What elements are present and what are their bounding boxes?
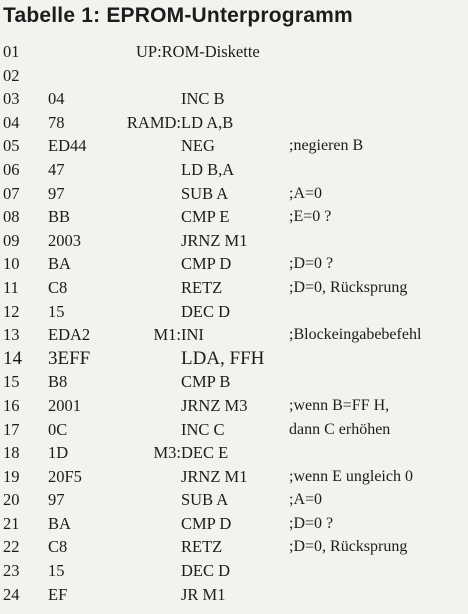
hex-code: 97 — [48, 183, 65, 203]
table-row — [0, 182, 468, 206]
table-row — [0, 370, 468, 394]
instruction: CMP D — [181, 513, 232, 533]
instruction: SUB A — [181, 183, 229, 203]
comment: ;wenn B=FF H, — [289, 396, 390, 414]
instruction: CMP B — [181, 372, 231, 392]
instruction: JRNZ M1 — [181, 230, 248, 250]
code-listing — [0, 40, 468, 606]
hex-code: BA — [48, 254, 71, 274]
instruction: NEG — [181, 136, 215, 156]
table-row — [0, 205, 468, 229]
line-number: 07 — [3, 183, 20, 203]
hex-code: 3EFF — [48, 347, 91, 369]
hex-code: EDA2 — [48, 325, 91, 345]
line-number: 10 — [3, 254, 20, 274]
line-number: 08 — [3, 207, 20, 227]
line-number: 03 — [3, 89, 20, 109]
line-number: 06 — [3, 159, 20, 179]
label: M3: — [153, 443, 181, 463]
table-row — [0, 111, 468, 135]
line-number: 16 — [3, 395, 20, 415]
hex-code: C8 — [48, 277, 68, 297]
line-number: 24 — [3, 584, 20, 604]
table-row — [0, 158, 468, 182]
instruction: LD B,A — [181, 159, 235, 179]
comment: ;E=0 ? — [289, 208, 332, 226]
instruction: RETZ — [181, 537, 223, 557]
table-row — [0, 535, 468, 559]
hex-code: 04 — [48, 89, 65, 109]
table-row — [0, 488, 468, 512]
table-title: Tabelle 1: EPROM-Unterprogramm — [3, 4, 353, 27]
hex-code: BB — [48, 207, 71, 227]
instruction: LD A,B — [181, 112, 234, 132]
line-number: 15 — [3, 372, 20, 392]
comment: ;D=0, Rücksprung — [289, 278, 408, 296]
comment: ;D=0 ? — [289, 255, 334, 273]
hex-code: BA — [48, 513, 71, 533]
line-number: 02 — [3, 65, 20, 85]
table-row — [0, 465, 468, 489]
line-number: 17 — [3, 419, 20, 439]
hex-code: B8 — [48, 372, 68, 392]
instruction: LDA, FFH — [181, 347, 265, 369]
line-number: 01 — [3, 42, 20, 61]
instruction: CMP E — [181, 207, 230, 227]
table-row — [0, 394, 468, 418]
line-number: 13 — [3, 325, 20, 345]
hex-code: 2003 — [48, 230, 81, 250]
line-number: 19 — [3, 466, 20, 486]
table-row — [0, 441, 468, 465]
table-row — [0, 418, 468, 442]
table-row — [0, 583, 468, 607]
line-number: 05 — [3, 136, 20, 156]
comment: ;Blockeingabebefehl — [289, 326, 422, 344]
line-number: 18 — [3, 443, 20, 463]
line-number: 12 — [3, 301, 20, 321]
hex-code: ED44 — [48, 136, 87, 156]
instruction: INC B — [181, 89, 225, 109]
hex-code: 2001 — [48, 395, 81, 415]
comment: ;D=0 ? — [289, 514, 334, 532]
line-number: 22 — [3, 537, 20, 557]
line-number: 20 — [3, 490, 20, 510]
table-row — [0, 252, 468, 276]
hex-code: 20F5 — [48, 466, 82, 486]
label: RAMD: — [126, 112, 181, 132]
instruction: JRNZ M1 — [181, 466, 248, 486]
line-number: 09 — [3, 230, 20, 250]
table-row — [0, 64, 468, 88]
instruction: DEC D — [181, 561, 231, 581]
comment: ;negieren B — [289, 137, 364, 155]
instruction: DEC E — [181, 443, 229, 463]
label: M1: — [153, 325, 181, 345]
instruction: JR M1 — [181, 584, 226, 604]
instruction: UP:ROM-Diskette — [136, 42, 260, 61]
line-number: 14 — [3, 347, 22, 369]
instruction: INI — [181, 325, 204, 345]
table-row — [0, 134, 468, 158]
comment: ;A=0 — [289, 491, 323, 509]
comment: ;wenn E ungleich 0 — [289, 467, 413, 485]
instruction: SUB A — [181, 490, 229, 510]
table-row — [0, 40, 468, 64]
table-row — [0, 347, 468, 371]
line-number: 11 — [3, 277, 19, 297]
instruction: JRNZ M3 — [181, 395, 248, 415]
instruction: RETZ — [181, 277, 223, 297]
hex-code: C8 — [48, 537, 68, 557]
hex-code: 78 — [48, 112, 65, 132]
table-row — [0, 276, 468, 300]
line-number: 21 — [3, 513, 20, 533]
hex-code: 47 — [48, 159, 65, 179]
table-row — [0, 559, 468, 583]
hex-code: 15 — [48, 561, 65, 581]
table-row — [0, 229, 468, 253]
table-row — [0, 87, 468, 111]
line-number: 23 — [3, 561, 20, 581]
table-row — [0, 323, 468, 347]
hex-code: EF — [48, 584, 68, 604]
hex-code: 1D — [48, 443, 69, 463]
instruction: CMP D — [181, 254, 232, 274]
hex-code: 97 — [48, 490, 65, 510]
instruction: INC C — [181, 419, 225, 439]
comment: dann C erhöhen — [289, 420, 391, 438]
instruction: DEC D — [181, 301, 231, 321]
hex-code: 15 — [48, 301, 65, 321]
comment: ;D=0, Rücksprung — [289, 538, 408, 556]
line-number: 04 — [3, 112, 20, 132]
table-row — [0, 512, 468, 536]
hex-code: 0C — [48, 419, 68, 439]
table-row — [0, 300, 468, 324]
comment: ;A=0 — [289, 184, 323, 202]
